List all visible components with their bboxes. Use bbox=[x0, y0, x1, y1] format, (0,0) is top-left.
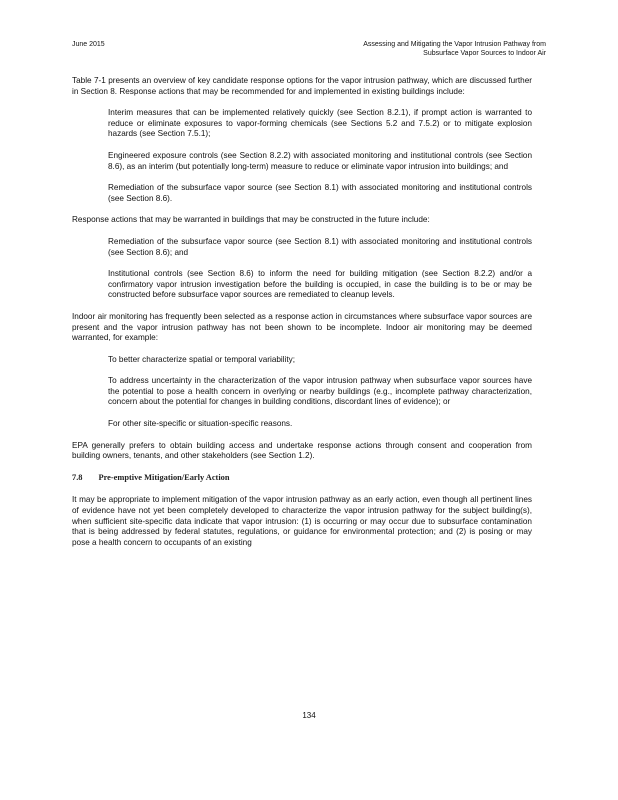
list-item: Institutional controls (see Section 8.6) to inform the need for building mitigation (see Section 8.2.2) and/or a confirmatory vapor intrusion investigation before the building is occupied, in case the building is to be or may be constructed before subsurface vapor sources are remediated to cleanup levels. bbox=[108, 269, 532, 300]
list-monitoring-reasons bbox=[72, 355, 532, 430]
list-item: To better characterize spatial or temporal variability; bbox=[108, 354, 296, 364]
list-item: To address uncertainty in the characterization of the vapor intrusion pathway when subsurface vapor sources have the potential to pose a health concern in overlying or nearby buildings (e.g., incomplete pathway characterization, concern about the potential for changes in building conditions, discordant lines of evidence); or bbox=[108, 376, 532, 407]
section-number: 7.8 bbox=[72, 472, 83, 482]
paragraph-epa-preference: EPA generally prefers to obtain building access and undertake response actions through consent and cooperation from building owners, tenants, and other stakeholders (see Section 1.2). bbox=[72, 440, 532, 461]
list-item: Engineered exposure controls (see Section 8.2.2) with associated monitoring and institutional controls (see Section 8.6), as an interim (but potentially long-term) measure to reduce or eliminate vapor intrusion into buildings; and bbox=[108, 150, 532, 171]
list-item: For other site-specific or situation-specific reasons. bbox=[108, 419, 293, 429]
section-title: Pre-emptive Mitigation/Early Action bbox=[98, 472, 230, 482]
header-title bbox=[286, 40, 546, 58]
paragraph-early-action: It may be appropriate to implement mitigation of the vapor intrusion pathway as an early action, even though all pertinent lines of evidence have not yet been completely developed to characterize the vapor intrusion pathway for the subject building(s), when sufficient site-specific data indicate that vapor intrusion: (1) is occurring or may occur due to subsurface contamination that is being addressed by federal statutes, regulations, or guidance for environmental protection; and (2) is posing or may pose a health concern to occupants of an existing bbox=[72, 495, 532, 547]
list-item: Remediation of the subsurface vapor source (see Section 8.1) with associated monitoring and institutional controls (see Section 8.6). bbox=[108, 183, 532, 203]
header-title-line1: Assessing and Mitigating the Vapor Intrusion Pathway from bbox=[363, 41, 546, 48]
list-future-buildings bbox=[72, 237, 532, 301]
header-title-line2: Subsurface Vapor Sources to Indoor Air bbox=[423, 50, 546, 57]
list-item: Interim measures that can be implemented relatively quickly (see Section 8.2.1), if prompt action is warranted to reduce or eliminate exposures to vapor-forming chemicals (see Sections 5.2 and 7.5.2) or to mitigate explosion hazards (see Section 7.5.1); bbox=[108, 108, 532, 139]
page-content bbox=[72, 76, 532, 559]
paragraph-future-buildings: Response actions that may be warranted in buildings that may be constructed in the future include: bbox=[72, 215, 430, 225]
list-item: Remediation of the subsurface vapor source (see Section 8.1) with associated monitoring and institutional controls (see Section 8.6); and bbox=[108, 236, 532, 257]
header-date: June 2015 bbox=[72, 41, 105, 48]
section-heading bbox=[72, 473, 532, 484]
paragraph-response-options: Table 7-1 presents an overview of key candidate response options for the vapor intrusion pathway, which are discussed further in Section 8. Response actions that may be recommended for and implemented in existing buildings include: bbox=[72, 76, 532, 96]
paragraph-indoor-air-monitoring: Indoor air monitoring has frequently been selected as a response action in circumstances where subsurface vapor sources are present and the vapor intrusion pathway has not been shown to be incomplete. Indoor air monitoring may be deemed warranted, for example: bbox=[72, 311, 532, 343]
list-existing-buildings bbox=[72, 108, 532, 204]
page-number: 134 bbox=[302, 711, 316, 720]
